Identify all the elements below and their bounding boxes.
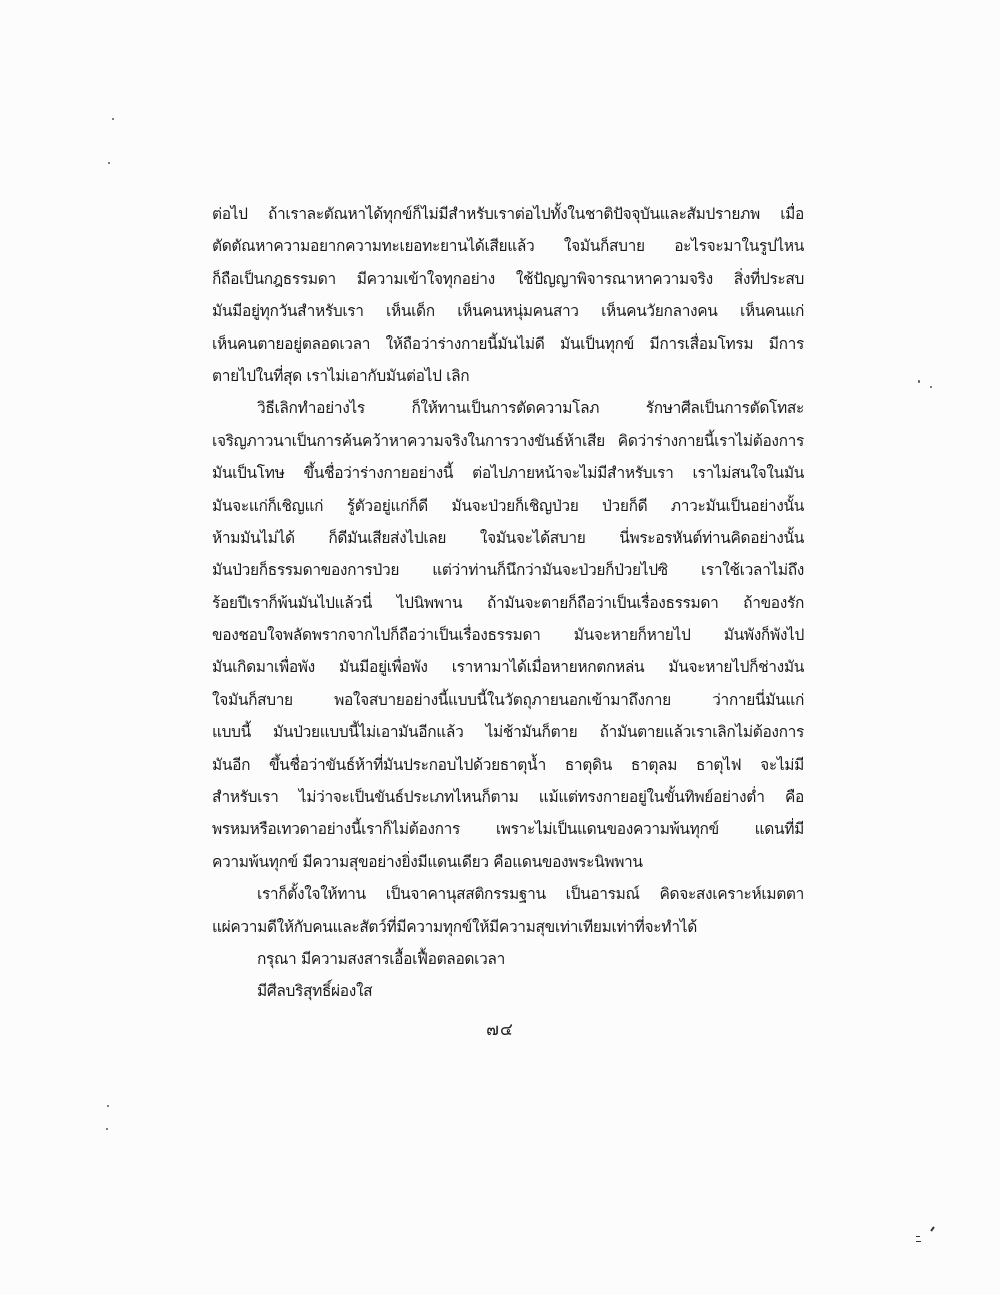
scan-speck	[107, 1105, 109, 1107]
text-line: ของชอบใจพลัดพรากจากไปก็ถือว่าเป็นเรื่องธรรมดา มันจะหายก็หายไป มันพังก็พังไป	[212, 626, 804, 645]
text-line: มันเป็นโทษ ขึ้นชื่อว่าร่างกายอย่างนี้ ต่อไปภายหน้าจะไม่มีสำหรับเรา เราไม่สนใจในมัน	[212, 464, 804, 483]
text-line: แผ่ความดีให้กับคนและสัตว์ที่มีความทุกข์ให้มีความสุขเท่าเทียมเท่าที่จะทำได้	[212, 917, 697, 936]
text-line: พรหมหรือเทวดาอย่างนี้เราก็ไม่ต้องการ เพราะไม่เป็นแดนของความพ้นทุกข์ แดนที่มี	[212, 820, 804, 839]
scan-mark	[916, 1236, 920, 1237]
text-line: ใจมันก็สบาย พอใจสบายอย่างนี้แบบนี้ในวัตถุภายนอกเข้ามาถึงกาย ว่ากายนี่มันแก่	[212, 690, 804, 709]
text-line: มันอีก ขึ้นชื่อว่าขันธ์ห้าที่มันประกอบไปด้วยธาตุน้ำ ธาตุดิน ธาตุลม ธาตุไฟ จะไม่มี	[212, 755, 804, 774]
text-line: มันเกิดมาเพื่อพัง มันมีอยู่เพื่อพัง เราหามาได้เมื่อหายหกตกหล่น มันจะหายไปก็ช่างมัน	[212, 658, 804, 677]
scan-mark	[916, 1241, 921, 1242]
scan-mark	[930, 1226, 935, 1231]
body-text	[212, 198, 804, 1008]
scan-speck	[930, 386, 932, 388]
text-line: เราก็ตั้งใจให้ทาน เป็นจาคานุสสติกรรมฐาน เป็นอารมณ์ คิดจะสงเคราะห์เมตตา	[257, 885, 804, 904]
text-line: ความพ้นทุกข์ มีความสุขอย่างยิ่งมีแดนเดียว คือแดนของพระนิพพาน	[212, 852, 643, 871]
text-line: มันมีอยู่ทุกวันสำหรับเรา เห็นเด็ก เห็นคนหนุ่มคนสาว เห็นคนวัยกลางคน เห็นคนแก่	[212, 302, 804, 321]
text-line: มีศีลบริสุทธิ์ผ่องใส	[257, 982, 373, 1001]
text-line: ร้อยปีเราก็พ้นมันไปแล้วนี่ ไปนิพพาน ถ้ามันจะตายก็ถือว่าเป็นเรื่องธรรมดา ถ้าของรัก	[212, 593, 804, 612]
page-number: ๗๔	[486, 1020, 514, 1040]
scan-speck	[106, 1128, 108, 1130]
scan-speck	[112, 118, 114, 120]
text-line: วิธีเลิกทำอย่างไร ก็ให้ทานเป็นการตัดความโลภ รักษาศีลเป็นการตัดโทสะ	[257, 399, 804, 418]
text-line: เจริญภาวนาเป็นการค้นคว้าหาความจริงในการวางขันธ์ห้าเสีย คิดว่าร่างกายนี้เราไม่ต้องการ	[212, 431, 804, 450]
text-line: แบบนี้ มันป่วยแบบนี้ไม่เอามันอีกแล้ว ไม่ช้ามันก็ตาย ถ้ามันตายแล้วเราเลิกไม่ต้องการ	[212, 723, 804, 742]
text-line: ตัดตัณหาความอยากความทะเยอทะยานได้เสียแล้ว ใจมันก็สบาย อะไรจะมาในรูปไหน	[212, 237, 804, 256]
text-line: ต่อไป ถ้าเราละตัณหาได้ทุกข์ก็ไม่มีสำหรับเราต่อไปทั้งในชาติปัจจุบันและสัมปรายภพ เมื่อ	[212, 205, 804, 223]
text-line: ก็ถือเป็นกฎธรรมดา มีความเข้าใจทุกอย่าง ใช้ปัญญาพิจารณาหาความจริง สิ่งที่ประสบ	[212, 269, 804, 288]
text-line: มันจะแก่ก็เชิญแก่ รู้ตัวอยู่แก่ก็ดี มันจะป่วยก็เชิญป่วย ป่วยก็ดี ภาวะมันเป็นอย่างนั้น	[212, 496, 804, 515]
text-line: ห้ามมันไม่ได้ ก็ดีมันเสียส่งไปเลย ใจมันจะได้สบาย นี่พระอรหันต์ท่านคิดอย่างนั้น	[212, 528, 804, 547]
text-line: เห็นคนตายอยู่ตลอดเวลา ให้ถือว่าร่างกายนี้มันไม่ดี มันเป็นทุกข์ มีการเสื่อมโทรม มีการ	[212, 334, 804, 353]
text-line: กรุณา มีความสงสารเอื้อเฟื้อตลอดเวลา	[257, 949, 505, 968]
text-line: มันป่วยก็ธรรมดาของการป่วย แต่ว่าท่านก็นึกว่ามันจะป่วยก็ป่วยไปซิ เราใช้เวลาไม่ถึง	[212, 561, 804, 580]
text-line: สำหรับเรา ไม่ว่าจะเป็นขันธ์ประเภทไหนก็ตาม แม้แต่ทรงกายอยู่ในขั้นทิพย์อย่างต่ำ คือ	[212, 788, 804, 807]
text-line: ตายไปในที่สุด เราไม่เอากับมันต่อไป เลิก	[212, 366, 470, 385]
scan-speck	[108, 162, 110, 164]
scan-speck	[918, 380, 920, 383]
